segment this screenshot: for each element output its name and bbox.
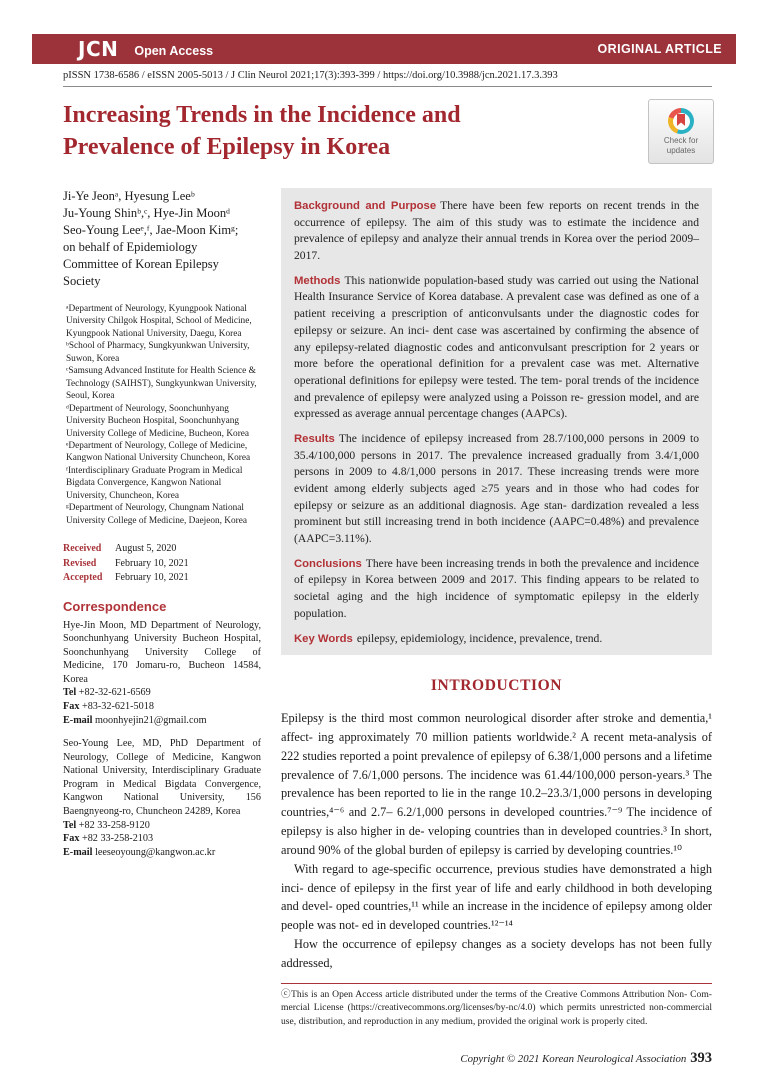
correspondence-heading: Correspondence — [63, 598, 167, 614]
issn-citation-line: pISSN 1738-6586 / eISSN 2005-5013 / J Clin Neurol 2021;17(3):393-399 / https://doi.org/10.3988/jcn.2021.17.3.393 — [63, 70, 558, 81]
check-badge-label: Check for updates — [663, 136, 699, 155]
intro-paragraph-3: How the occurrence of epilepsy changes as a society develops has not been fully addressed, — [281, 936, 712, 970]
section-text: The incidence of epilepsy increased from 28.7/100,000 persons in 2009 to 35.4/100,000 persons in 2017. The prevalence increased gradually from 3.4/1,000 persons in 2009 to 4.8/1,000 persons in 2017. These increasing trends were more evident among elderly subjects aged ≥75 years and in those who had codes for epilepsy or seizure as an additional diagnosis. Age stan- dardization revealed a less prominent but still increasing trend in both incidence (AAPC=0.48%) and prevalence (AAPC=3.11%). — [294, 431, 699, 546]
section-label: Conclusions — [294, 557, 362, 570]
tel-label: Tel — [63, 687, 77, 699]
abstract-section-background — [294, 198, 699, 265]
open-access-license-note: ⓒThis is an Open Access article distributed under the terms of the Creative Commons Attribution Non- Com- mercial License (https://creativecommons.org/licenses/by-nc/4.0) which permits unrestricted non-commercial use, distribution, and reproduction in any medium, provided the original work is properly cited. — [281, 988, 712, 1027]
tel-row — [63, 819, 261, 833]
author-line: on behalf of Epidemiology — [63, 240, 198, 254]
history-row-received — [63, 542, 261, 557]
affiliation-item: ᵃDepartment of Neurology, Kyungpook National University Chilgok Hospital, School of Medicine, Kyungpook National University, Daegu, Korea — [66, 304, 252, 339]
correspondence-address: Seo-Young Lee, MD, PhD Department of Neurology, College of Medicine, Kangwon National University, Interdisciplinary Graduate Program in Medical Bigdata Convergence, Kangwon National University, 156 Baengnyeong-ro, Chuncheon 24289, Korea — [63, 738, 261, 817]
intro-paragraph-2: With regard to age-specific occurrence, previous studies have demonstrated a high inci- dence of epilepsy in the first year of life and early childhood in both developing and devel- oped countries,¹¹ while an increase in the incidence of epilepsy among older people was not- ed in developed countries.¹²⁻¹⁴ — [281, 861, 712, 933]
correspondence-address: Hye-Jin Moon, MD Department of Neurology, Soonchunhyang University Bucheon Hospital, Soonchunhyang University College of Medicine, 170 Jomaru-ro, Bucheon 14584, Korea — [63, 619, 261, 685]
abstract-section-conclusions — [294, 556, 699, 623]
affiliations-block — [63, 303, 261, 527]
history-row-revised — [63, 557, 261, 572]
journal-bar — [32, 34, 736, 64]
copyright-text: Copyright © 2021 Korean Neurological Association — [460, 1053, 687, 1066]
history-row-accepted — [63, 571, 261, 586]
affiliation-item: ᵈDepartment of Neurology, Soonchunhyang University Bucheon Hospital, Soonchunhyang University College of Medicine, Bucheon, Korea ᵉDepartment of Neurology, College of Medicine, Kangwon National University Chuncheon, Korea — [66, 403, 251, 464]
abstract-box — [281, 188, 712, 655]
revised-label: Revised — [63, 557, 97, 569]
section-label: Methods — [294, 274, 341, 287]
affiliation-item: ᶠInterdisciplinary Graduate Program in Medical Bigdata Convergence, Kangwon National University, Chuncheon, Korea — [66, 465, 243, 501]
article-title — [63, 100, 623, 164]
section-text: This nationwide population-based study was carried out using the National Health Insurance Service of Korea database. A prevalent case was defined as one of a patient receiving a prescription of anticonvulsants under the diagnostic codes for epilepsy or seizure. An inci- dent case was ascertained by confirming the absence of any epilepsy-related diagnostic codes and anticonvulsant prescription for 2 years or more before the operational definition for a prevalent case was met. Alternative operational definitions for epilepsy were tested. The tem- poral trends of the incidence and prevalence of epilepsy were analyzed using a Poisson re- gression model, and are expressed as average annual percentage changes (AAPCs). — [294, 273, 699, 421]
section-label: Background and Purpose — [294, 200, 437, 212]
article-type-label: ORIGINAL ARTICLE — [597, 42, 722, 56]
tel-value: +82 33-258-9120 — [78, 819, 150, 831]
open-access-label: Open Access — [134, 43, 214, 58]
fax-label: Fax — [63, 701, 80, 713]
copyright-line — [281, 1050, 712, 1067]
section-text: There have been increasing trends in both the prevalence and incidence of epilepsy in Korea between 2009 and 2017. This finding appears to be related to societal aging and the high incidence of symptomatic epilepsy in the elderly population. — [294, 556, 699, 620]
received-label: Received — [63, 543, 102, 555]
article-title-line2: Prevalence of Epilepsy in Korea — [63, 133, 391, 160]
fax-label: Fax — [63, 833, 80, 845]
correspondence-block-1 — [63, 619, 261, 728]
received-date: August 5, 2020 — [115, 543, 177, 555]
revised-date: February 10, 2021 — [115, 557, 189, 569]
tel-row — [63, 686, 261, 700]
abstract-section-methods — [294, 273, 699, 423]
intro-paragraph-1: Epilepsy is the third most common neurological disorder after stroke and dementia,¹ affect- ing approximately 70 million patients worldwide.² A recent meta-analysis of 222 studies reported a point prevalence of epilepsy of 6.38/1,000 persons and a lifetime prevalence of 7.6/1,000 persons. The incidence was 61.44/100,000 person-years.³ The prevalence has been reported to lie in the range 10.2–23.3/1,000 persons in developing countries,⁴⁻⁶ and 2.7– 6.2/1,000 persons in developed countries.⁷⁻⁹ The incidence of epilepsy is also higher in de- veloping countries than in developed countries.³ In short, around 90% of the global burden of epilepsy is carried by developing countries.¹⁰ — [281, 711, 712, 857]
keywords-label: Key Words — [294, 632, 353, 645]
check-for-updates-badge[interactable] — [648, 99, 714, 164]
tel-value: +82-32-621-6569 — [78, 687, 151, 699]
bookmark-ribbon-icon — [677, 114, 685, 126]
section-label: Results — [294, 432, 335, 445]
email-label: E-mail — [63, 714, 93, 726]
email-value[interactable]: leeseoyoung@kangwon.ac.kr — [94, 846, 216, 858]
email-value[interactable]: moonhyejin21@gmail.com — [94, 714, 207, 726]
fax-row — [63, 832, 261, 846]
abstract-section-results — [294, 431, 699, 548]
affiliation-item: ᶜSamsung Advanced Institute for Health Science & Technology (SAIHST), Sungkyunkwan University, Seoul, Korea — [66, 366, 257, 402]
license-divider — [281, 983, 712, 984]
email-label: E-mail — [63, 846, 93, 858]
email-row — [63, 846, 261, 860]
crossmark-icon — [668, 108, 694, 134]
affiliation-item: ᵇSchool of Pharmacy, Sungkyunkwan University, Suwon, Korea — [66, 341, 250, 364]
article-history — [63, 542, 261, 586]
introduction-heading: INTRODUCTION — [430, 677, 563, 695]
email-row — [63, 714, 261, 728]
article-title-line1: Increasing Trends in the Incidence and — [63, 102, 461, 128]
accepted-date: February 10, 2021 — [115, 572, 189, 584]
keywords-text: epilepsy, epidemiology, incidence, prevalence, trend. — [356, 631, 603, 645]
accepted-label: Accepted — [63, 572, 103, 584]
author-line: Society — [63, 274, 101, 288]
page-number: 393 — [690, 1050, 712, 1067]
fax-value: +82 33-258-2103 — [81, 833, 154, 845]
authors-block — [63, 188, 261, 290]
two-column-layout — [63, 188, 712, 1067]
correspondence-block-2 — [63, 737, 261, 859]
fax-value: +83-32-621-5018 — [81, 701, 154, 713]
fax-row — [63, 700, 261, 714]
tel-label: Tel — [63, 819, 77, 831]
left-column — [63, 188, 261, 1067]
author-line: Ji-Ye Jeonᵃ, Hyesung Leeᵇ — [63, 189, 195, 203]
author-line: Ju-Young Shinᵇ,ᶜ, Hye-Jin Moonᵈ — [63, 206, 230, 220]
author-line: Seo-Young Leeᵉ,ᶠ, Jae-Moon Kimᵍ; — [63, 223, 239, 237]
jcn-logo: JCN — [78, 37, 119, 61]
author-line: Committee of Korean Epilepsy — [63, 257, 219, 271]
section-text: There have been few reports on recent trends in the occurrence of epilepsy. The aim of this study was to estimate the incidence and prevalence of epilepsy and analyze their annual trends in Korea over the period 2009–2017. — [294, 199, 700, 263]
header-divider — [63, 86, 712, 87]
abstract-keywords — [294, 631, 699, 648]
right-column — [281, 188, 712, 1067]
affiliation-item: ᵍDepartment of Neurology, Chungnam National University College of Medicine, Daejeon, Korea — [66, 503, 247, 526]
